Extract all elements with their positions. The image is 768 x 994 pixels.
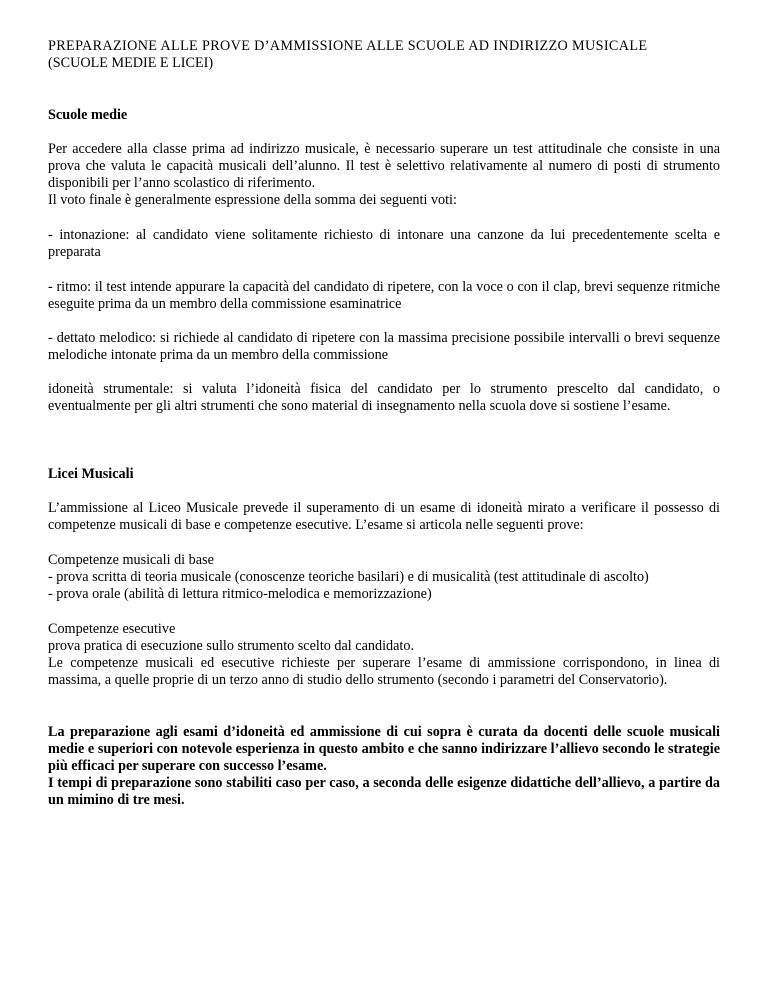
scuole-medie-intro-text: Per accedere alla classe prima ad indirizzo musicale, è necessario superare un test attitudinale che consiste in una prova che valuta le capacità musicali dell’alunno. Il test è selettivo relativamente al numero di posti di strumento disponibili per l’anno scolastico di riferimento. [48, 141, 720, 191]
tempi-text: I tempi di preparazione sono stabiliti caso per caso, a seconda delle esigenze didattiche dell’allievo, a partire da un mimino di tre mesi. [48, 775, 720, 808]
paragraph-idoneita-strumentale: idoneità strumentale: si valuta l’idoneità fisica del candidato per lo strumento prescelto dal candidato, o eventualmente per gli altri strumenti che sono material di insegnamento nella scuola dove si sostiene l’esame. [48, 381, 720, 414]
paragraph-competenze-esecutive [48, 621, 720, 655]
paragraph-scuole-medie-intro [48, 141, 720, 209]
paragraph-corrispondenza: Le competenze musicali ed esecutive richieste per superare l’esame di ammissione corrispondono, in linea di massima, a quelle proprie di un terzo anno di studio dello strumento (secondo i parametri del Conservatorio). [48, 655, 720, 688]
title-line-2: (SCUOLE MEDIE E LICEI) [48, 55, 214, 71]
paragraph-dettato-melodico: - dettato melodico: si richiede al candidato di ripetere con la massima precisione possibile intervalli o brevi sequenze melodiche intonate prima da un membro della commissione [48, 330, 720, 363]
competenze-esecutive-item: prova pratica di esecuzione sullo strumento scelto dal candidato. [48, 638, 414, 654]
heading-scuole-medie: Scuole medie [48, 107, 128, 123]
competenze-base-title: Competenze musicali di base [48, 552, 214, 568]
paragraph-competenze-base [48, 552, 720, 603]
competenze-esecutive-title: Competenze esecutive [48, 621, 176, 637]
title-line-1: PREPARAZIONE ALLE PROVE D’AMMISSIONE ALLE SCUOLE AD INDIRIZZO MUSICALE [48, 38, 648, 54]
scuole-medie-intro-voti: Il voto finale è generalmente espressione della somma dei seguenti voti: [48, 192, 457, 208]
paragraph-ritmo: - ritmo: il test intende appurare la capacità del candidato di ripetere, con la voce o con il clap, brevi sequenze ritmiche eseguite prima da un membro della commissione esaminatrice [48, 279, 720, 312]
competenze-base-item-2: - prova orale (abilità di lettura ritmico-melodica e memorizzazione) [48, 586, 432, 602]
paragraph-intonazione: - intonazione: al candidato viene solitamente richiesto di intonare una canzone da lui precedentemente scelta e preparata [48, 227, 720, 260]
competenze-base-item-1: - prova scritta di teoria musicale (conoscenze teoriche basilari) e di musicalità (test attitudinale di ascolto) [48, 569, 649, 585]
document-title [48, 38, 720, 72]
heading-licei-musicali: Licei Musicali [48, 466, 134, 482]
paragraph-preparazione [48, 724, 720, 809]
paragraph-licei-intro: L’ammissione al Liceo Musicale prevede il superamento di un esame di idoneità mirato a verificare il possesso di competenze musicali di base e competenze esecutive. L’esame si articola nelle seguenti prove: [48, 500, 720, 533]
preparazione-text: La preparazione agli esami d’idoneità ed ammissione di cui sopra è curata da docenti delle scuole musicali medie e superiori con notevole esperienza in questo ambito e che sanno indirizzare l’allievo secondo le strategie più efficaci per superare con successo l’esame. [48, 724, 720, 774]
